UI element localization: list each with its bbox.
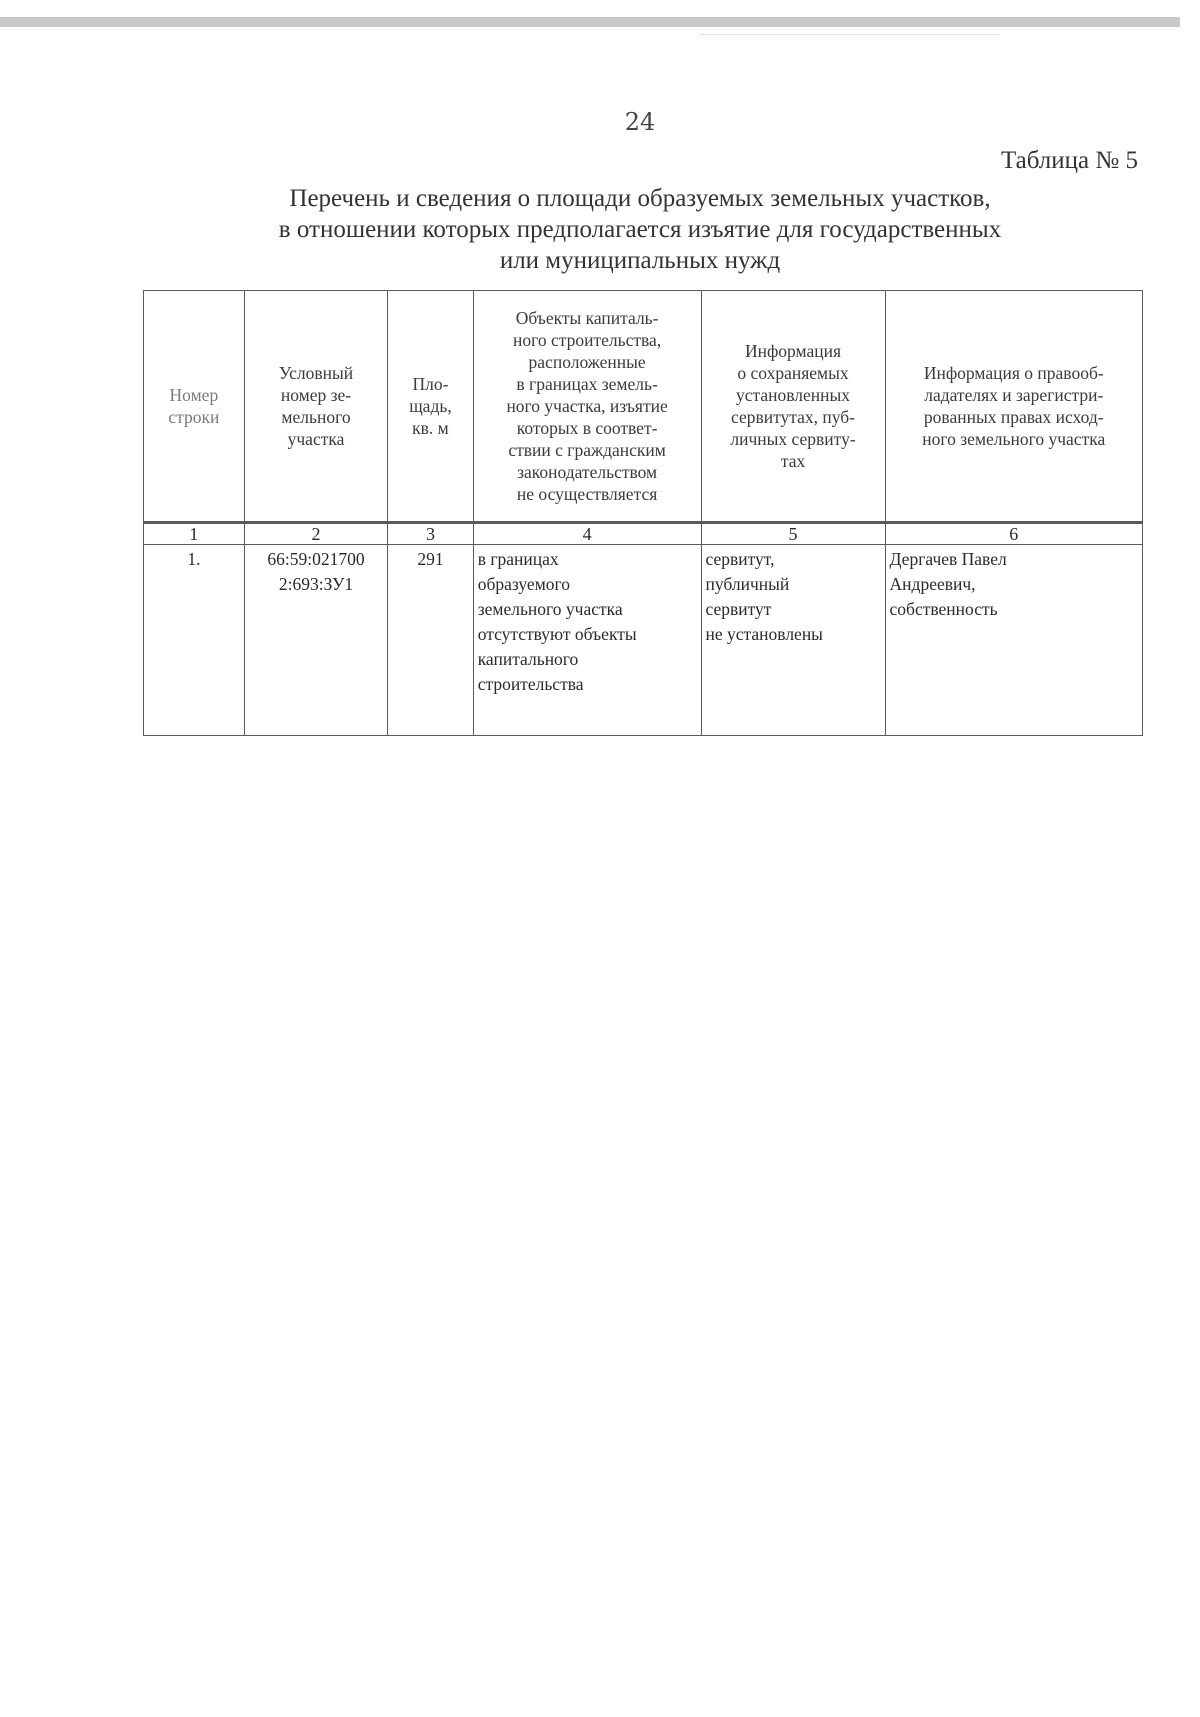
title-line: или муниципальных нужд (499, 247, 781, 274)
header-parcel-number: Условный номер зе- мельного участка (244, 291, 387, 523)
title-line: в отношении которых предполагается изъятие для государственных (278, 216, 1002, 243)
document-title (150, 183, 1130, 276)
cell-area: 291 (388, 545, 473, 736)
header-rights-holders: Информация о правооб- ладателях и зарегистри- рованных правах исход- ного земельного участка (885, 291, 1142, 523)
scan-border (0, 17, 1180, 27)
cell-servitudes: сервитут, публичный сервитут не установлены (701, 545, 885, 736)
header-area: Пло- щадь, кв. м (388, 291, 473, 523)
page-number: 24 (624, 108, 656, 136)
column-number: 6 (885, 523, 1142, 545)
column-number: 2 (244, 523, 387, 545)
cell-capital-objects: в границах образуемого земельного участка отсутствуют объекты капитального строительства (473, 545, 701, 736)
header-servitudes: Информация о сохраняемых установленных сервитутах, пуб- личных сервиту- тах (701, 291, 885, 523)
header-row (144, 291, 1143, 523)
scan-noise (700, 34, 1000, 41)
cell-rights-holders: Дергачев Павел Андреевич, собственность (885, 545, 1142, 736)
cell-row-number: 1. (144, 545, 245, 736)
land-plots-table (143, 290, 1143, 736)
column-number: 4 (473, 523, 701, 545)
column-number: 3 (388, 523, 473, 545)
cell-parcel-number: 66:59:021700 2:693:ЗУ1 (244, 545, 387, 736)
header-capital-objects: Объекты капиталь- ного строительства, расположенные в границах земель- ного участка, изъятие которых в соответ- ствии с гражданским законодательством не осуществляется (473, 291, 701, 523)
column-number: 5 (701, 523, 885, 545)
header-row-number: Номер строки (144, 291, 245, 523)
column-number-row (144, 523, 1143, 545)
column-number: 1 (144, 523, 245, 545)
table-row (144, 545, 1143, 736)
title-line: Перечень и сведения о площади образуемых земельных участков, (289, 185, 991, 212)
table-label: Таблица № 5 (1000, 147, 1138, 174)
